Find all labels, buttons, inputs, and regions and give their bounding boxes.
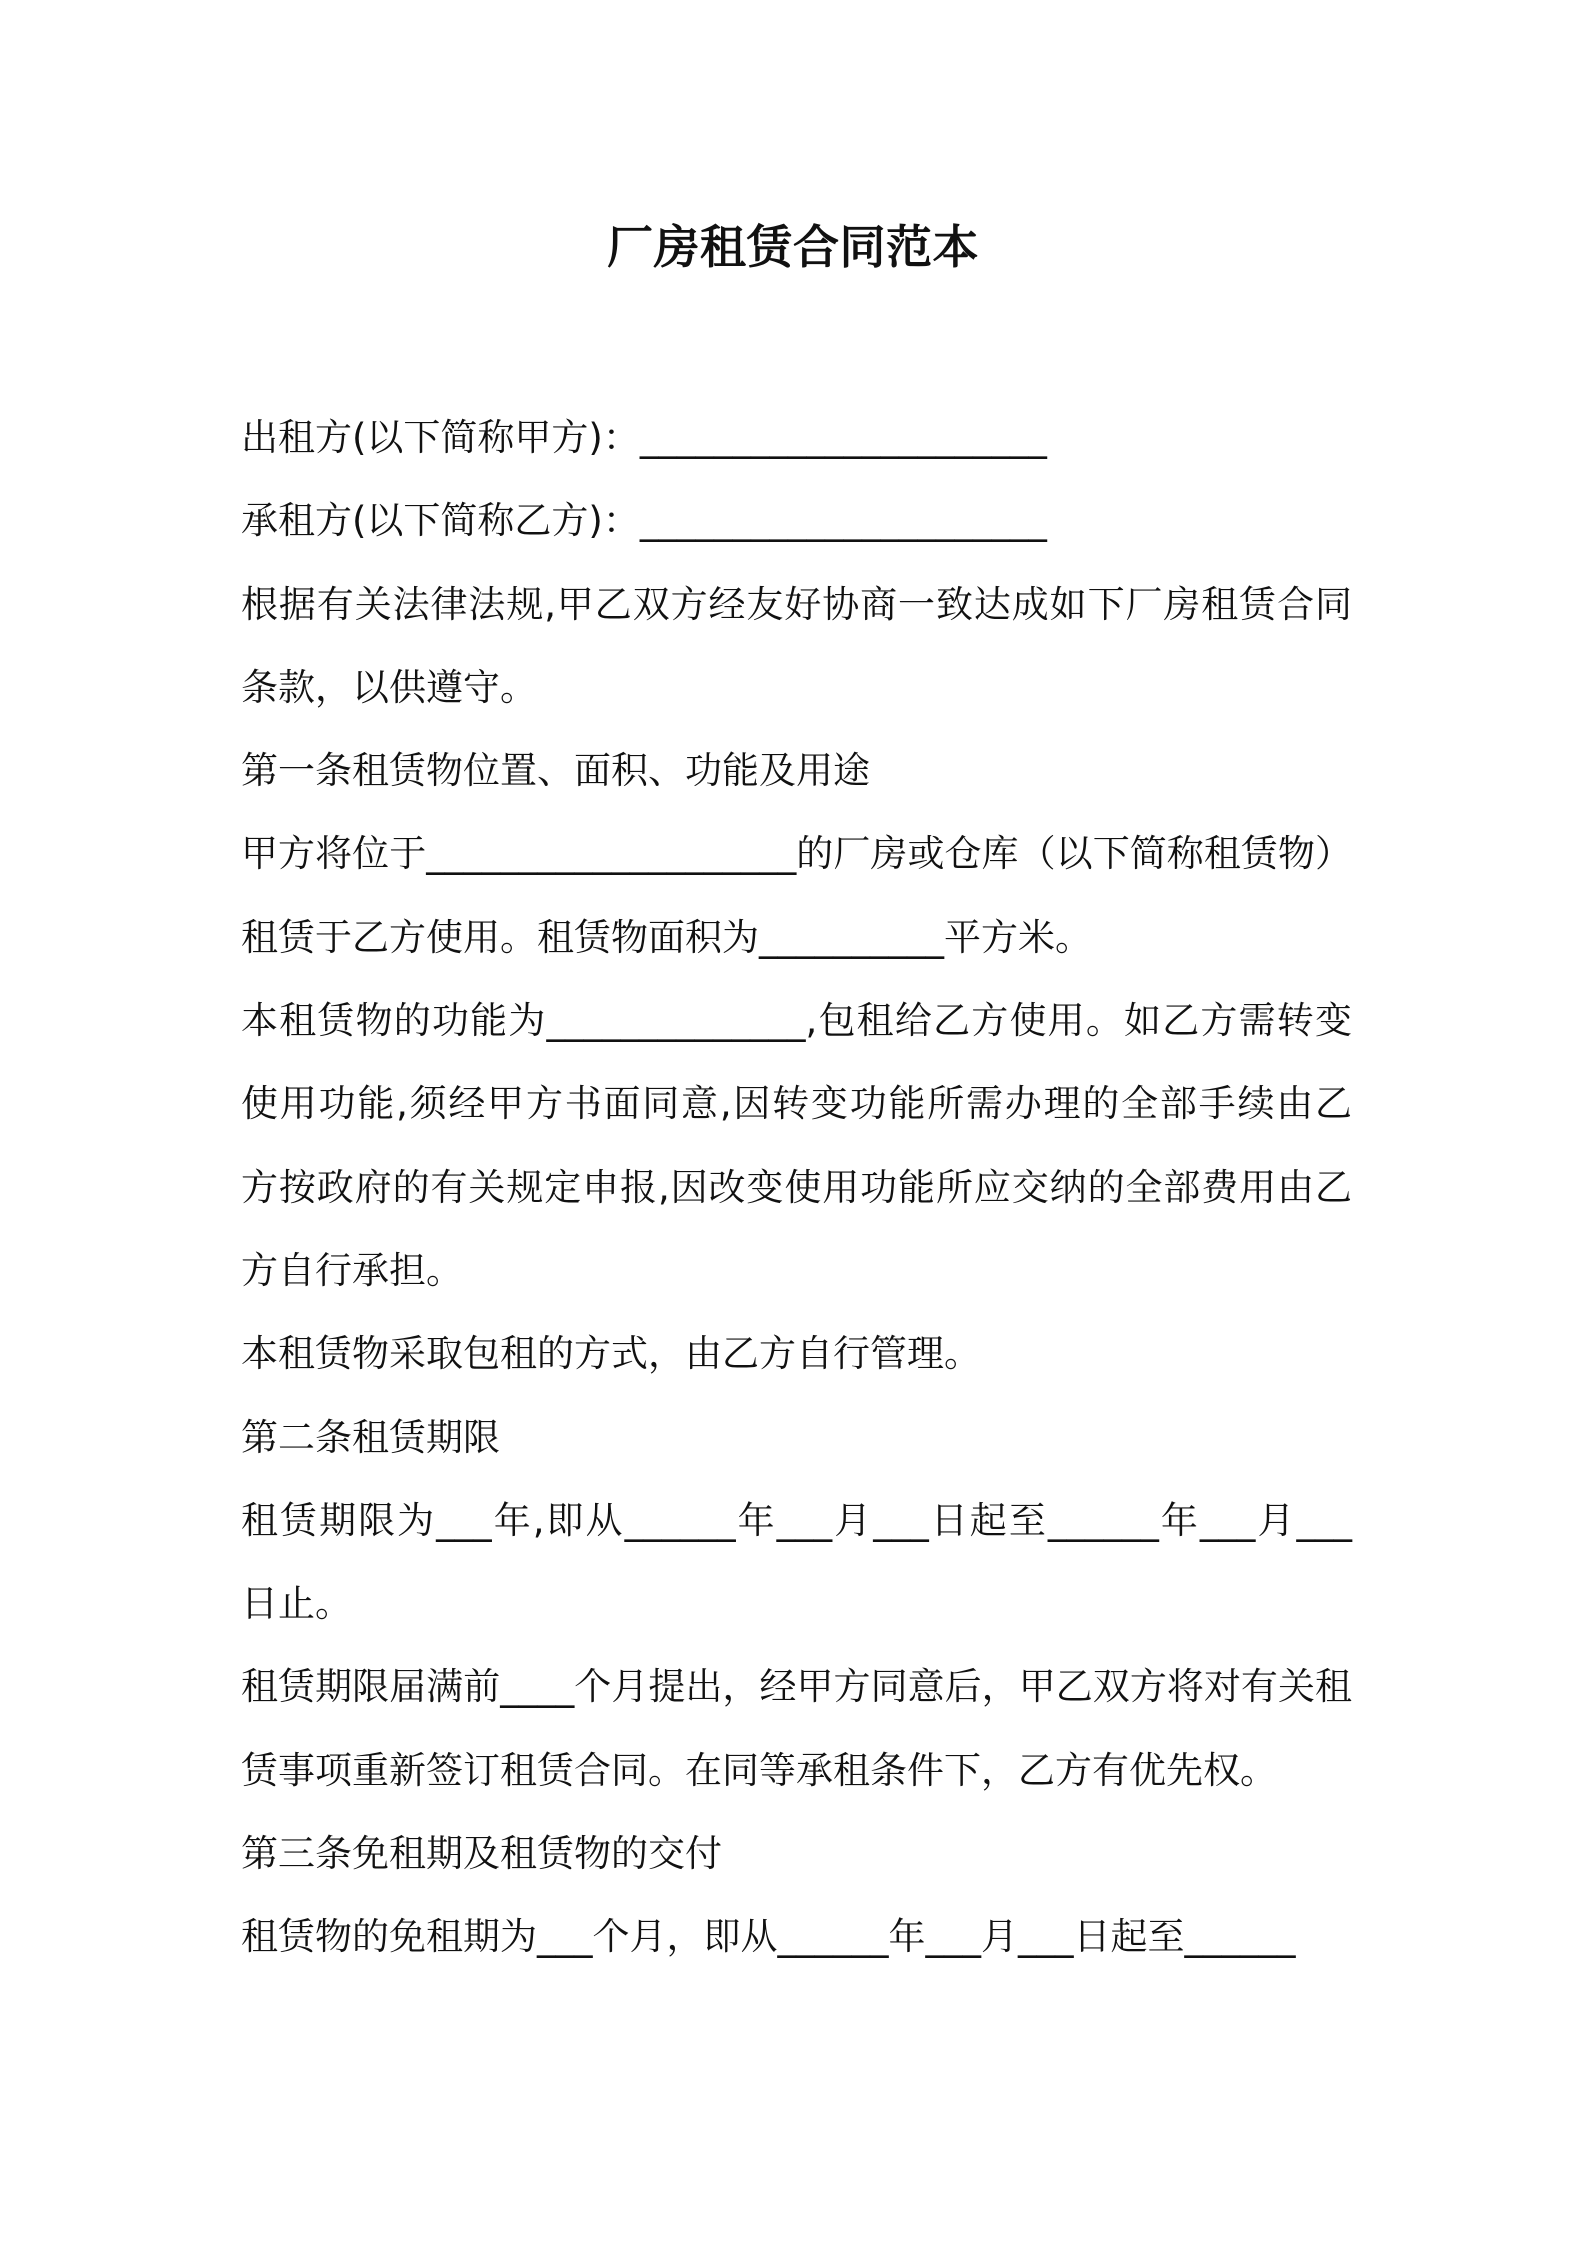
article-2-heading: 第二条租赁期限 <box>241 1415 500 1459</box>
article-1-heading: 第一条租赁物位置、面积、功能及用途 <box>241 749 870 793</box>
article-1-text-line: 本租赁物采取包租的方式，由乙方自行管理。 <box>241 1332 981 1376</box>
article-2-text-line: 日止。 <box>241 1582 352 1626</box>
article-2-text-line: 租赁期限为___年,即从______年___月___日起至______年___月___ <box>241 1498 1352 1542</box>
article-2-text-line: 赁事项重新签订租赁合同。在同等承租条件下，乙方有优先权。 <box>241 1748 1277 1792</box>
article-1-text-line: 方按政府的有关规定申报,因改变使用功能所应交纳的全部费用由乙 <box>241 1165 1352 1209</box>
article-1-text-line: 使用功能,须经甲方书面同意,因转变功能所需办理的全部手续由乙 <box>241 1082 1352 1126</box>
lessor-field-line: 出租方(以下简称甲方)：______________________ <box>241 416 1047 459</box>
article-1-text-line: 本租赁物的功能为______________,包租给乙方使用。如乙方需转变 <box>241 999 1352 1043</box>
document-title: 厂房租赁合同范本 <box>607 220 979 274</box>
preamble-text-line: 根据有关法律法规,甲乙双方经友好协商一致达成如下厂房租赁合同 <box>241 582 1352 626</box>
article-3-heading: 第三条免租期及租赁物的交付 <box>241 1832 722 1876</box>
article-1-text-line: 方自行承担。 <box>241 1248 463 1292</box>
article-2-text-line: 租赁期限届满前____个月提出，经甲方同意后，甲乙双方将对有关租 <box>241 1665 1352 1709</box>
lessee-field-line: 承租方(以下简称乙方)：______________________ <box>241 499 1047 543</box>
article-1-text-line: 租赁于乙方使用。租赁物面积为__________平方米。 <box>241 915 1092 959</box>
preamble-text-line: 条款，以供遵守。 <box>241 665 537 709</box>
article-3-text-line: 租赁物的免租期为___个月，即从______年___月___日起至______ <box>241 1915 1296 1959</box>
article-1-text-line: 甲方将位于____________________的厂房或仓库（以下简称租赁物） <box>241 832 1352 876</box>
contract-body <box>241 396 1361 1979</box>
